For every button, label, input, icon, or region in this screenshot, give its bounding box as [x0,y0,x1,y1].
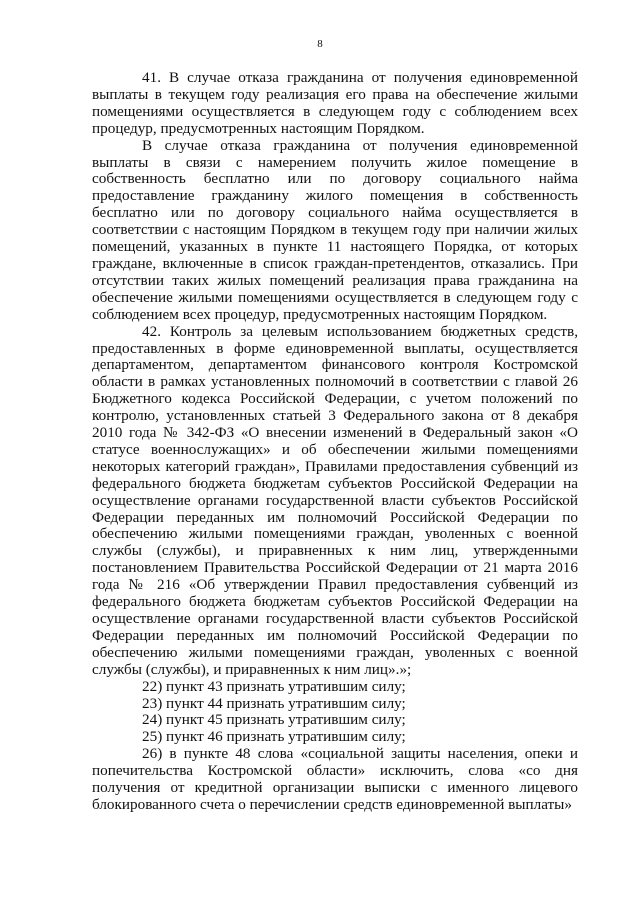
item-23: 23) пункт 44 признать утратившим силу; [142,694,406,712]
item-24: 24) пункт 45 признать утратившим силу; [142,711,406,729]
document-body [92,70,578,814]
item-25: 25) пункт 46 признать утратившим силу; [142,728,406,746]
paragraph-41-refusal: В случае отказа гражданина от получения единовременной выплаты в связи с намерением получить жилое помещение в собственность бесплатно или по договору социального найма предоставление гражданину жилого помещения в собственность бесплатно или по договору социального найма осуществляется в соответствии с настоящим Порядком в текущем году при наличии жилых помещений, указанных в пункте 11 настоящего Порядка, от которых граждане, включенные в список граждан-претендентов, отказались. При отсутствии таких жилых помещений реализация права гражданина на обеспечение жилыми помещениями осуществляется в следующем году с соблюдением всех процедур, предусмотренных настоящим Порядком. [92,136,578,323]
item-26: 26) в пункте 48 слова «социальной защиты населения, опеки и попечительства Костромской области» исключить, слова «со дня получения от кредитной организации выписки с именного лицевого блокированного счета о перечислении средств единовременной выплаты» [92,745,578,813]
paragraph-41: 41. В случае отказа гражданина от получения единовременной выплаты в текущем году реализация его права на обеспечение жилыми помещениями осуществляется в следующем году с соблюдением всех процедур, предусмотренных настоящим Порядком. [92,69,578,137]
paragraph-42: 42. Контроль за целевым использованием бюджетных средств, предоставленных в форме единовременной выплаты, осуществляется департаментом, департаментом финансового контроля Костромской области в рамках установленных полномочий в соответствии с главой 26 Бюджетного кодекса Российской Федерации, с учетом положений по контролю, установленных статьей 3 Федерального закона от 8 декабря 2010 года № 342-ФЗ «О внесении изменений в Федеральный закон «О статусе военнослужащих» и об обеспечении жилыми помещениями некоторых категорий граждан», Правилами предоставления субвенций из федерального бюджета бюджетам субъектов Российской Федерации на осуществление органами государственной власти субъектов Российской Федерации переданных им полномочий Российской Федерации по обеспечению жилыми помещениями граждан, уволенных с военной службы (службы), и приравненных к ним лиц, утвержденными постановлением Правительства Российской Федерации от 21 марта 2016 года № 216 «Об утверждении Правил предоставления субвенций из федерального бюджета бюджетам субъектов Российской Федерации на осуществление органами государственной власти субъектов Российской Федерации переданных им полномочий Российской Федерации по обеспечению жилыми помещениями граждан, уволенных с военной службы (службы), и приравненных к ним лиц».»; [92,322,578,678]
page-number: 8 [317,38,323,50]
item-22: 22) пункт 43 признать утратившим силу; [142,677,406,695]
